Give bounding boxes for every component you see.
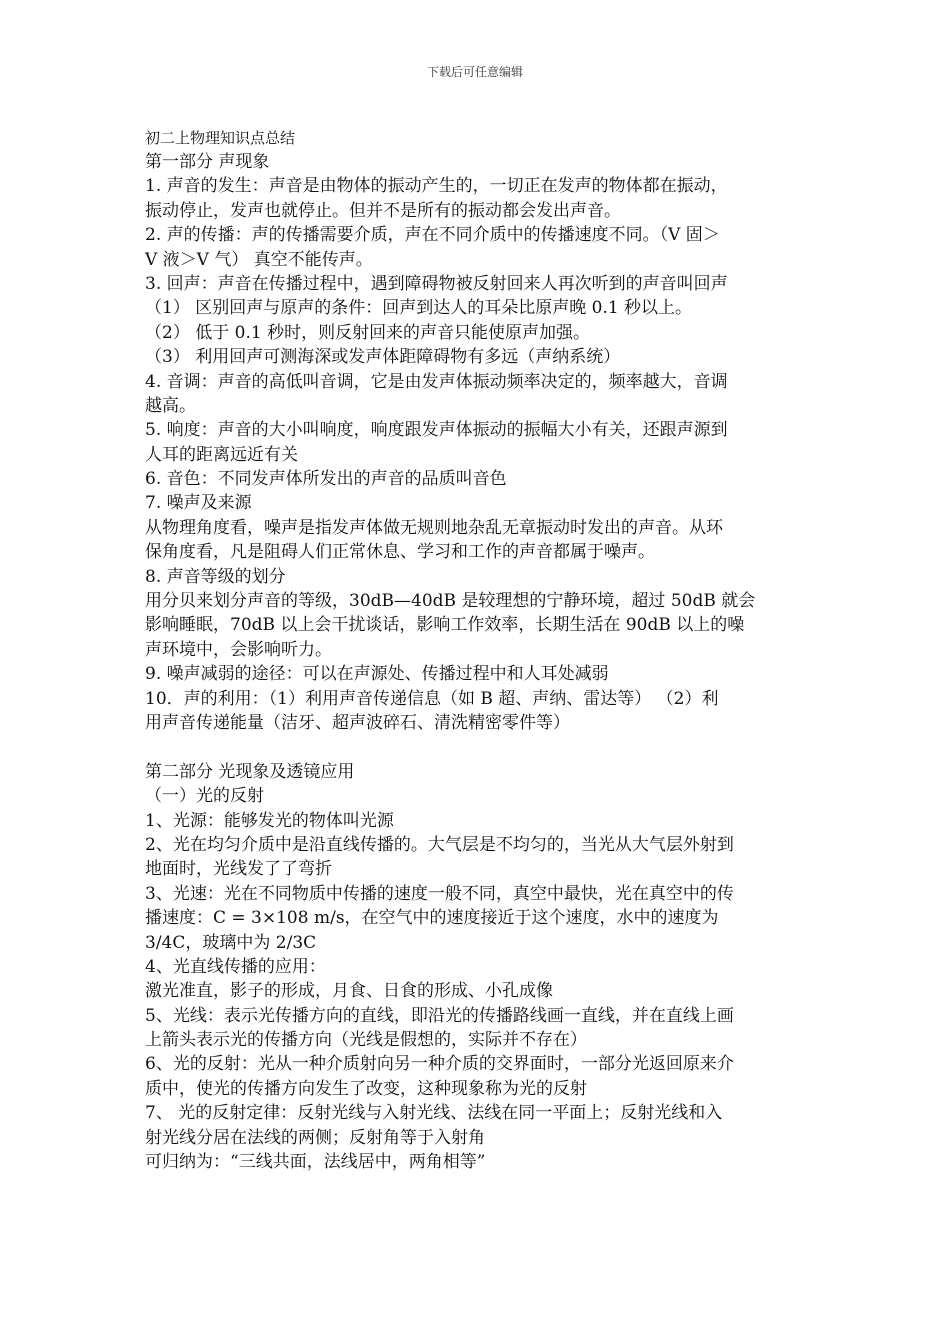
text-line: 6、光的反射：光从一种介质射向另一种介质的交界面时，一部分光返回原来介 <box>145 1054 734 1075</box>
text-line: 5、光线：表示光传播方向的直线，即沿光的传播路线画一直线，并在直线上画 <box>145 1005 734 1026</box>
section-light <box>145 760 815 1175</box>
text-line: （2） 低于 0.1 秒时，则反射回来的声音只能使原声加强。 <box>145 322 591 343</box>
section-heading: 第二部分 光现象及透镜应用 <box>145 761 355 782</box>
subsection-heading: （一）光的反射 <box>145 786 264 807</box>
document-title: 初二上物理知识点总结 <box>145 129 296 147</box>
text-line: 9. 噪声减弱的途径：可以在声源处、传播过程中和人耳处减弱 <box>145 664 609 685</box>
page-header: 下载后可任意编辑 <box>426 65 523 79</box>
text-line: 4. 音调：声音的高低叫音调，它是由发声体振动频率决定的，频率越大，音调 <box>145 371 728 392</box>
text-line: 射光线分居在法线的两侧；反射角等于入射角 <box>145 1127 485 1148</box>
section-sound <box>145 150 815 735</box>
text-line: 8. 声音等级的划分 <box>145 566 286 587</box>
text-line: 振动停止，发声也就停止。但并不是所有的振动都会发出声音。 <box>145 200 621 221</box>
text-line: 2、光在均匀介质中是沿直线传播的。大气层是不均匀的，当光从大气层外射到 <box>145 834 734 855</box>
text-line: 5. 响度：声音的大小叫响度，响度跟发声体振动的振幅大小有关，还跟声源到 <box>145 420 728 441</box>
text-line: 从物理角度看，噪声是指发声体做无规则地杂乱无章振动时发出的声音。从环 <box>145 517 723 538</box>
text-line: 上箭头表示光的传播方向（光线是假想的，实际并不存在） <box>145 1030 587 1051</box>
text-line: V 液＞V 气） 真空不能传声。 <box>145 249 373 270</box>
text-line: 声环境中，会影响听力。 <box>145 639 332 660</box>
text-line: 用声音传递能量（洁牙、超声波碎石、清洗精密零件等） <box>145 712 570 733</box>
text-line: 用分贝来划分声音的等级，30dB—40dB 是较理想的宁静环境，超过 50dB 就会 <box>145 591 756 612</box>
text-line: 7. 噪声及来源 <box>145 493 252 514</box>
text-line: 可归纳为：“三线共面，法线居中，两角相等” <box>145 1152 486 1173</box>
document-body <box>145 150 815 1174</box>
text-line: 6. 音色：不同发声体所发出的声音的品质叫音色 <box>145 469 507 490</box>
text-line: 3/4C，玻璃中为 2/3C <box>145 932 317 953</box>
text-line: 影响睡眠，70dB 以上会干扰谈话，影响工作效率，长期生活在 90dB 以上的噪 <box>145 615 745 636</box>
text-line: 3. 回声：声音在传播过程中，遇到障碍物被反射回来人再次听到的声音叫回声 <box>145 273 728 294</box>
paragraph-gap <box>145 735 815 759</box>
text-line: 4、光直线传播的应用： <box>145 956 326 977</box>
text-line: 2. 声的传播：声的传播需要介质，声在不同介质中的传播速度不同。（V 固＞ <box>145 225 720 246</box>
text-line: 1. 声音的发生：声音是由物体的振动产生的，一切正在发声的物体都在振动， <box>145 176 728 197</box>
text-line: 越高。 <box>145 395 196 416</box>
text-line: 保角度看，凡是阻碍人们正常休息、学习和工作的声音都属于噪声。 <box>145 542 655 563</box>
text-line: 1、光源：能够发光的物体叫光源 <box>145 810 394 831</box>
text-line: 播速度：C = 3×108 m/s，在空气中的速度接近于这个速度，水中的速度为 <box>145 908 719 929</box>
text-line: （3） 利用回声可测海深或发声体距障碍物有多远（声纳系统） <box>145 347 621 368</box>
text-line: （1） 区别回声与原声的条件：回声到达人的耳朵比原声晚 0.1 秒以上。 <box>145 298 693 319</box>
text-line: 人耳的距离远近有关 <box>145 444 298 465</box>
text-line: 7、 光的反射定律：反射光线与入射光线、法线在同一平面上；反射光线和入 <box>145 1103 723 1124</box>
text-line: 地面时，光线发了了弯折 <box>145 859 332 880</box>
text-line: 3、光速：光在不同物质中传播的速度一般不同，真空中最快，光在真空中的传 <box>145 883 734 904</box>
text-line: 激光准直，影子的形成，月食、日食的形成、小孔成像 <box>145 981 553 1002</box>
text-line: 10．声的利用：（1）利用声音传递信息（如 B 超、声纳、雷达等） （2）利 <box>145 688 719 709</box>
text-line: 质中，使光的传播方向发生了改变，这种现象称为光的反射 <box>145 1078 587 1099</box>
section-heading: 第一部分 声现象 <box>145 152 270 172</box>
